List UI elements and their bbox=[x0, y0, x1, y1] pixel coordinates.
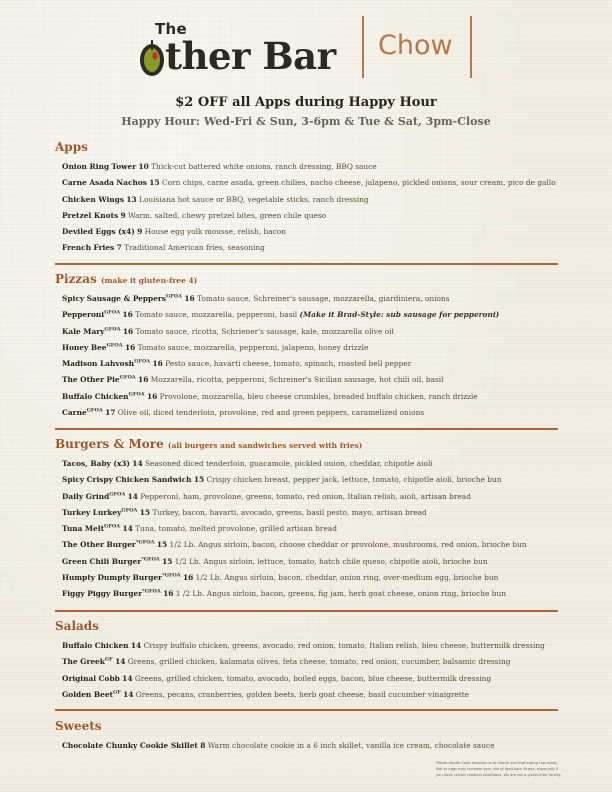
item-price: 16 bbox=[124, 342, 136, 352]
item-price: 10 bbox=[138, 162, 149, 171]
section-title-text: Sweets bbox=[55, 719, 102, 733]
item-description: Olive oil, diced tenderloin, provolone, red and green peppers, caramelized onions bbox=[117, 408, 425, 418]
item-price: 15 bbox=[149, 178, 160, 188]
item-price: 14 bbox=[115, 657, 126, 667]
item-name: Daily Grind bbox=[62, 491, 110, 501]
item-name: The Other Burger bbox=[62, 540, 136, 550]
item-description: Corn chips, carne asada, green chilies, nacho cheese, jalapeno, pickled onions, sour cream, pico de gallo bbox=[161, 178, 556, 188]
item-name: The Greek bbox=[62, 657, 105, 667]
item-description: Turkey, bacon, havarti, avocado, greens, basil pesto, mayo, artisan bread bbox=[152, 507, 427, 517]
disclaimer-line: you have certain medical conditions. We are not a gluten-free facility. bbox=[436, 773, 562, 777]
section-title-text: Burgers & More bbox=[55, 437, 164, 451]
menu-section bbox=[55, 619, 560, 703]
menu-section bbox=[55, 719, 560, 754]
menu-item bbox=[62, 307, 560, 323]
item-dietary-tag: GFOA bbox=[104, 523, 121, 530]
item-dietary-tag: GFOA bbox=[165, 293, 183, 300]
item-price: 14 bbox=[123, 689, 134, 699]
item-name: Kale Mary bbox=[62, 326, 105, 336]
item-name: French Fries bbox=[62, 243, 115, 253]
menu-item bbox=[62, 738, 560, 754]
item-description: Greens, grilled chicken, kalamata olives, feta cheese, tomato, red onion, cucumber, balsamic dressing bbox=[127, 657, 511, 667]
item-dietary-tag: GFOA bbox=[119, 375, 136, 382]
item-dietary-tag: GFOA bbox=[128, 391, 145, 398]
item-price: 17 bbox=[105, 408, 116, 418]
item-name: Tuna Melt bbox=[62, 524, 105, 534]
section-divider bbox=[55, 709, 558, 711]
menu-item bbox=[62, 687, 560, 703]
item-description: Thick-cut battered white onions, ranch dressing, BBQ sauce bbox=[151, 162, 377, 171]
item-price: 8 bbox=[200, 741, 206, 750]
menu-item bbox=[62, 175, 560, 191]
item-dietary-tag: *GFOA bbox=[142, 588, 161, 595]
section-divider bbox=[55, 263, 558, 265]
item-dietary-tag: GF bbox=[104, 656, 113, 663]
menu-item bbox=[62, 489, 560, 505]
menu-item bbox=[62, 586, 560, 602]
item-name: Humpty Dumpty Burger bbox=[62, 573, 162, 583]
item-name: Golden Beet bbox=[62, 689, 113, 699]
item-name: Pretzel Knots bbox=[62, 210, 119, 220]
health-disclaimer bbox=[436, 760, 586, 778]
item-dietary-tag: GFOA bbox=[121, 507, 138, 514]
menu-item bbox=[62, 389, 560, 405]
item-price: 7 bbox=[116, 243, 122, 253]
item-description: Seasoned diced tenderloin, guacamole, pickled onion, cheddar, chipotle aioli bbox=[144, 459, 433, 468]
section-title bbox=[55, 437, 560, 451]
menu-item bbox=[62, 537, 560, 553]
item-dietary-tag: *GFOA bbox=[161, 572, 181, 579]
item-price: 14 bbox=[122, 673, 133, 683]
item-description: Provolone, mozzarella, bleu cheese crumbles, breaded buffalo chicken, ranch drizzle bbox=[159, 391, 478, 401]
menu-item bbox=[62, 456, 560, 472]
item-description: Crispy buffalo chicken, greens, avocado, red onion, tomato, Italian relish, bleu cheese, buttermilk dressing bbox=[143, 641, 545, 650]
item-name: Carne bbox=[62, 408, 87, 418]
item-description: 1/2 Lb. Angus sirloin, lettuce, tomato, hatch chile queso, chipotle aioli, brioche bun bbox=[174, 556, 488, 566]
menu-section bbox=[55, 437, 560, 603]
menu-item bbox=[62, 472, 560, 488]
section-title bbox=[55, 719, 560, 733]
menu-item bbox=[62, 372, 560, 388]
section-title-text: Pizzas bbox=[55, 272, 97, 286]
item-price: 14 bbox=[122, 524, 133, 534]
item-description: 1/2 Lb. Angus sirloin, bacon, choose cheddar or provolone, mushrooms, red onion, brioche bun bbox=[169, 540, 527, 550]
item-description: Tomato sauce, ricotta, Schriener's sausage, kale, mozzarella olive oil bbox=[135, 326, 394, 336]
item-price: 14 bbox=[127, 491, 138, 501]
item-name: Figgy Piggy Burger bbox=[62, 589, 143, 599]
item-description: Tomato sauce, mozzarella, pepperoni, basil bbox=[135, 310, 298, 320]
item-description: Tuna, tomato, melted provolone, grilled artisan bread bbox=[135, 524, 337, 534]
menu-item bbox=[62, 570, 560, 586]
happy-hour-times: Happy Hour: Wed-Fri & Sun, 3-6pm & Tue & Sat, 3pm-Close bbox=[121, 115, 491, 128]
item-description: Greens, pecans, cranberries, golden beets, herb goat cheese, basil cucumber vinaigrette bbox=[135, 689, 470, 699]
item-name: Carne Asada Nachos bbox=[62, 178, 147, 188]
menu-item bbox=[62, 192, 560, 208]
item-price: 14 bbox=[132, 459, 143, 468]
item-name: Turkey Lurkey bbox=[62, 507, 122, 517]
menu-item bbox=[62, 671, 560, 687]
item-dietary-tag: *GFOA bbox=[135, 540, 155, 547]
menu-item bbox=[62, 654, 560, 670]
item-description: Pepperoni, ham, provolone, greens, tomato, red onion, Italian relish, aioli, artisan bread bbox=[140, 491, 471, 501]
item-description: Warm chocolate cookie in a 6 inch skillet, vanilla ice cream, chocolate sauce bbox=[207, 741, 495, 750]
item-price: 15 bbox=[162, 556, 173, 566]
item-description: Louisiana hot sauce or BBQ, vegetable sticks, ranch dressing bbox=[139, 194, 369, 204]
logo-divider-right bbox=[470, 16, 472, 78]
section-title-text: Apps bbox=[55, 140, 88, 154]
item-name: Spicy Sausage & Peppers bbox=[62, 294, 166, 303]
menu-item bbox=[62, 505, 560, 521]
menu-item bbox=[62, 554, 560, 570]
olive-o-icon bbox=[138, 38, 166, 78]
item-name: Chicken Wings bbox=[62, 194, 125, 204]
item-name: Chocolate Chunky Cookie Skillet bbox=[62, 741, 198, 750]
item-description: House egg yolk mousse, relish, bacon bbox=[144, 227, 287, 237]
item-price: 14 bbox=[130, 641, 142, 650]
item-dietary-tag: GFOA bbox=[109, 491, 126, 498]
item-note: (Make it Brad-Style: sub sausage for pepperoni) bbox=[299, 310, 500, 320]
item-dietary-tag: GFOA bbox=[86, 407, 103, 414]
item-dietary-tag: GFOA bbox=[106, 342, 123, 349]
item-description: Warm, salted, chewy pretzel bites, green chile queso bbox=[128, 210, 327, 220]
item-price: 16 bbox=[184, 294, 195, 303]
item-description: 1/2 Lb. Angus sirloin, bacon, cheddar, onion ring, over-medium egg, brioche bun bbox=[195, 573, 499, 583]
item-name: The Other Pie bbox=[62, 375, 120, 385]
section-note: (all burgers and sandwiches served with fries) bbox=[167, 441, 363, 450]
item-price: 16 bbox=[146, 391, 158, 401]
item-description: Tomato sauce, mozzarella, pepperoni, jalapeno, honey drizzle bbox=[137, 342, 369, 352]
item-name: Spicy Crispy Chicken Sandwich bbox=[62, 475, 192, 485]
item-price: 15 bbox=[193, 475, 205, 485]
disclaimer-line: fish or eggs may increase your risk of food-born illness, especially if bbox=[436, 767, 559, 771]
item-dietary-tag: *GFOA bbox=[141, 556, 160, 563]
item-price: 9 bbox=[120, 210, 126, 220]
item-name: Original Cobb bbox=[62, 673, 120, 683]
logo-header bbox=[0, 12, 612, 82]
item-name: Madison Lahvosh bbox=[62, 359, 135, 369]
item-dietary-tag: GFOA bbox=[134, 358, 151, 365]
item-price: 16 bbox=[183, 573, 194, 583]
item-price: 16 bbox=[122, 326, 134, 336]
item-name: Green Chili Burger bbox=[62, 556, 142, 566]
menu-item bbox=[62, 240, 560, 256]
item-price: 16 bbox=[152, 359, 163, 369]
item-price: 9 bbox=[137, 227, 143, 237]
menu-item bbox=[62, 324, 560, 340]
item-name: Deviled Eggs (x4) bbox=[62, 227, 135, 237]
menu-section bbox=[55, 272, 560, 421]
menu-item bbox=[62, 159, 560, 175]
item-price: 16 bbox=[122, 310, 133, 320]
section-title bbox=[55, 272, 560, 286]
item-dietary-tag: GFOA bbox=[104, 326, 121, 333]
item-description: Traditional American fries, seasoning bbox=[124, 243, 265, 253]
item-description: Greens, grilled chicken, tomato, avocado, boiled eggs, bacon, blue cheese, buttermilk dressing bbox=[134, 673, 492, 683]
menu-item bbox=[62, 291, 560, 307]
section-divider bbox=[55, 428, 558, 430]
item-name: Tacos, Baby (x3) bbox=[62, 459, 130, 468]
item-description: Mozzarella, ricotta, pepperoni, Schreiner's Sicilian sausage, hot chili oil, basil bbox=[150, 375, 444, 385]
item-price: 16 bbox=[163, 589, 174, 599]
disclaimer-line: *State Health Code requires us to inform you that eating raw meat, bbox=[436, 761, 558, 765]
item-price: 15 bbox=[139, 507, 151, 517]
item-description: Pesto sauce, havarti cheese, tomato, spinach, roasted bell pepper bbox=[165, 359, 412, 369]
menu-section bbox=[55, 140, 560, 257]
item-price: 13 bbox=[126, 194, 137, 204]
menu-item bbox=[62, 638, 560, 654]
item-name: Buffalo Chicken bbox=[62, 641, 129, 650]
promo-headline: $2 OFF all Apps during Happy Hour bbox=[175, 95, 437, 110]
menu-item bbox=[62, 224, 560, 240]
menu-item bbox=[62, 356, 560, 372]
section-title bbox=[55, 619, 560, 633]
item-dietary-tag: GF bbox=[112, 689, 121, 696]
menu-item bbox=[62, 405, 560, 421]
section-title-text: Salads bbox=[55, 619, 99, 633]
item-name: Honey Bee bbox=[62, 342, 107, 352]
item-name: Pepperoni bbox=[62, 310, 105, 320]
logo-divider-left bbox=[362, 16, 364, 78]
item-description: 1 /2 Lb. Angus sirloin, bacon, greens, fig jam, herb goat cheese, onion ring, brioche bun bbox=[175, 589, 506, 599]
item-description: Tomato sauce, Schreiner's sausage, mozzarella, giardiniera, onions bbox=[197, 294, 450, 303]
section-title bbox=[55, 140, 560, 154]
item-name: Onion Ring Tower bbox=[62, 162, 137, 171]
logo-chow: Chow bbox=[378, 30, 453, 61]
logo-the: The bbox=[155, 20, 187, 38]
section-divider bbox=[55, 610, 558, 612]
menu-item bbox=[62, 521, 560, 537]
menu-item bbox=[62, 340, 560, 356]
item-dietary-tag: GFOA bbox=[104, 309, 121, 316]
item-price: 15 bbox=[156, 540, 168, 550]
item-name: Buffalo Chicken bbox=[62, 391, 129, 401]
item-description: Crispy chicken breast, pepper jack, lettuce, tomato, chipotle aioli, brioche bun bbox=[206, 475, 502, 485]
logo-wordmark: ther Bar bbox=[165, 34, 336, 78]
section-note: (make it gluten-free 4) bbox=[100, 276, 198, 285]
menu-item bbox=[62, 208, 560, 224]
item-price: 16 bbox=[138, 375, 149, 385]
